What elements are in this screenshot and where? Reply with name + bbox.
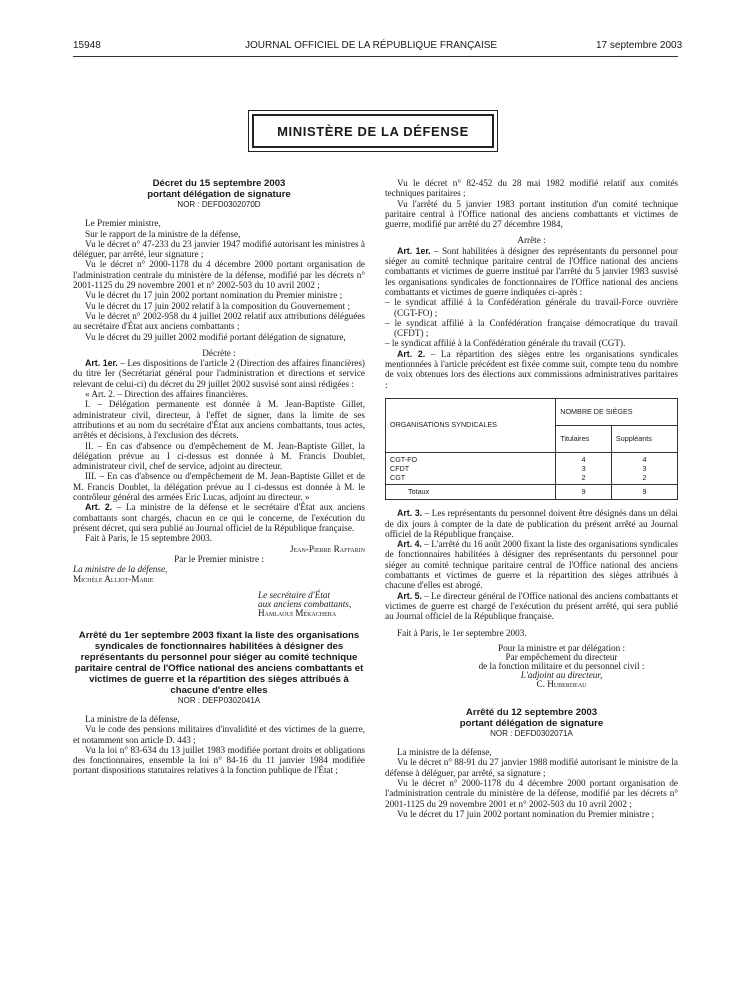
preamble-line: Vu le décret du 17 juin 2002 portant nomination du Premier ministre ; xyxy=(397,808,655,819)
union-item: – le syndicat affilié à la Confédération française démocratique du travail (CFDT) ; xyxy=(385,317,678,339)
page-number: 15948 xyxy=(73,40,101,51)
col-header-seats: NOMBRE DE SIÈGES xyxy=(556,398,678,425)
article-text: – L'arrêté du 16 août 2000 fixant la liste des organisations syndicales de fonctionnaires habilitées à désigner des représentants du personnel pour siéger au comité technique paritaire central de l'Office national des anciens combattants et victimes de guerre et la répartition des sièges attribués à chacune d'elles est abrogé. xyxy=(385,539,678,591)
decrete-heading: Décrète : xyxy=(202,347,236,358)
seats-table xyxy=(385,398,678,500)
minister-name: Michèle Alliot-Marie xyxy=(73,574,154,585)
arrete1-art4 xyxy=(385,539,678,590)
arrete1-art1 xyxy=(385,246,678,297)
col-header-organisations: ORGANISATIONS SYNDICALES xyxy=(386,398,556,452)
table-row xyxy=(386,452,678,484)
article-label: Art. 1er. xyxy=(397,245,431,256)
article-label: Art. 4. xyxy=(397,539,422,550)
org-name: CGT xyxy=(390,472,406,482)
article-text: – La répartition des sièges entre les organisations syndicales mentionnées à l'article précédent est fixée comme suit, compte tenu du nombre de voix obtenues lors des élections aux commissions administratives paritaires : xyxy=(385,348,678,390)
total-substitute: 9 xyxy=(611,484,677,499)
total-label: Totaux xyxy=(386,484,556,499)
col-header-substitute: Suppléants xyxy=(611,425,677,452)
arrete-heading: Arrête : xyxy=(517,235,546,246)
journal-title: JOURNAL OFFICIEL DE LA RÉPUBLIQUE FRANÇAISE xyxy=(245,40,498,51)
art1-item: III. – En cas d'absence ou d'empêchement de M. Jean-Baptiste Gillet et de M. Francis Doublet, la délégation prévue au I ci-dessus est donnée à M. le contrôleur général des armées Eric Lucas, adjoint au directeur. » xyxy=(73,471,365,503)
article-label: Art. 2. xyxy=(397,348,426,359)
preamble-line: Vu le décret n° 2002-958 du 4 juillet 2002 relatif aux attributions déléguées au secrétaire d'État aux anciens combattants ; xyxy=(73,310,365,332)
col-header-titular: Titulaires xyxy=(556,425,612,452)
preamble-line: Vu le décret n° 47-233 du 23 janvier 1947 modifié autorisant les ministres à déléguer, par arrêté, leur signature ; xyxy=(73,238,365,260)
by-pm: Par le Premier ministre : xyxy=(174,553,264,564)
preamble-line: La ministre de la défense, xyxy=(85,713,180,724)
arrete1-title: Arrêté du 1er septembre 2003 fixant la liste des organisations syndicales de fonctionnaires habilitées à désigner des représentants du personnel pour siéger au comité technique paritaire central de l'Office national des anciens combattants et victimes de guerre et la répartition des sièges attribués à chacune d'entre elles xyxy=(74,629,364,696)
org-name: CFDT xyxy=(390,463,410,473)
preamble-line: Vu le décret n° 2000-1178 du 4 décembre 2000 portant organisation de l'administration centrale du ministère de la défense, modifié par les décrets n° 2001-1125 du 29 novembre 2001 et n° 2002-503 du 10 avril 2002 ; xyxy=(73,259,365,291)
union-item: – le syndicat affilié à la Confédération générale du travail-Force ouvrière (CGT-FO) ; xyxy=(385,297,678,318)
sig-line: de la fonction militaire et du personnel civil : xyxy=(478,660,645,671)
sig-line: L'adjoint au directeur, xyxy=(520,669,603,680)
decree1-title: Décret du 15 septembre 2003 xyxy=(152,178,286,189)
preamble-line: Vu le décret du 17 juin 2002 portant nomination du Premier ministre ; xyxy=(85,290,343,301)
substitute-count: 4 xyxy=(642,454,647,464)
titular-count: 4 xyxy=(581,454,586,464)
right-column xyxy=(385,178,678,819)
preamble-line: Vu le décret du 29 juillet 2002 modifié portant délégation de signature, xyxy=(85,331,346,342)
art1-item: II. – En cas d'absence ou d'empêchement de M. Jean-Baptiste Gillet, la délégation prévue au I ci-dessus est donnée à M. Francis Doublet, administrateur civil, chef de service, adjoint au directeur. xyxy=(73,440,365,472)
total-titular: 9 xyxy=(556,484,612,499)
minister-title: La ministre de la défense, xyxy=(73,564,168,575)
preamble-line: Vu la loi n° 83-634 du 13 juillet 1983 modifiée portant droits et obligations des fonctionnaires, ensemble la loi n° 84-16 du 11 janvier 1984 modifiée portant dispositions statutaires relatives à la fonction publique de l'État ; xyxy=(73,744,365,776)
org-name: CGT-FO xyxy=(390,454,418,464)
union-item: – le syndicat affilié à la Confédération générale du travail (CGT). xyxy=(385,338,626,349)
preamble-line: Sur le rapport de la ministre de la défense, xyxy=(85,228,241,239)
decree1-art1 xyxy=(73,358,365,389)
article-text: – Les dispositions de l'article 2 (Direction des affaires financières) du titre Ier (Secrétariat général pour l'administration et directions et service relevant de celui-ci) du décret du 29 juillet 2002 susvisé sont ainsi rédigées : xyxy=(73,358,365,389)
article-text: – Le directeur général de l'Office national des anciens combattants et victimes de guerre est chargé de l'exécution du présent arrêté, qui sera publié au Journal officiel de la République française. xyxy=(385,590,678,622)
article-label: Art. 2. xyxy=(85,502,113,513)
sig-line: Par empêchement du directeur xyxy=(505,651,618,662)
left-column xyxy=(73,178,365,776)
article-label: Art. 3. xyxy=(397,508,423,519)
preamble-line: Vu le code des pensions militaires d'invalidité et des victimes de la guerre, et notamment son article D. 443 ; xyxy=(73,724,365,745)
preamble-line: Vu le décret n° 2000-1178 du 4 décembre 2000 portant organisation de l'administration centrale du ministère de la défense, modifié par les décrets n° 2001-1125 du 29 novembre 2001 et n° 2002-503 du 10 avril 2002 ; xyxy=(385,777,678,809)
header-rule xyxy=(73,56,678,57)
decree1-art2 xyxy=(73,502,365,533)
arrete1-art2 xyxy=(385,349,678,390)
arrete1-nor: NOR : DEFP0302041A xyxy=(177,695,261,705)
art1-item: I. – Délégation permanente est donnée à M. Jean-Baptiste Gillet, administrateur civil, directeur, à l'effet de signer, dans la limite de ses attributions et au nom du secrétaire d'État aux anciens combattants, tous actes, arrêtés et décisions, à l'exclusion des décrets. xyxy=(73,399,365,441)
titular-count: 2 xyxy=(581,472,586,482)
arrete2-subtitle: portant délégation de signature xyxy=(459,717,604,729)
arrete2-title: Arrêté du 12 septembre 2003 xyxy=(465,706,598,718)
preamble-line: Vu le décret du 17 juin 2002 relatif à la composition du Gouvernement ; xyxy=(85,300,351,311)
decree1-subtitle: portant délégation de signature xyxy=(147,189,291,200)
substitute-count: 3 xyxy=(642,463,647,473)
article-text: – Sont habilitées à désigner des représentants du personnel pour siéger au comité technique paritaire central de l'Office national des anciens combattants et victimes de guerre institué par l'arrêté du 5 janvier 1983 susvisé les organisations syndicales de fonctionnaires de l'Office national des anciens combattants et victimes de guerre indiquées ci-après : xyxy=(385,245,678,297)
total-row xyxy=(386,484,678,499)
substitute-count: 2 xyxy=(642,472,647,482)
preamble-line: Vu l'arrêté du 5 janvier 1983 portant institution d'un comité technique paritaire central à l'Office national des anciens combattants et victimes de guerre, modifié par arrêté du 27 décembre 1984, xyxy=(385,198,678,230)
decree1-nor: NOR : DEFD0302070D xyxy=(177,200,261,209)
place-date: Fait à Paris, le 15 septembre 2003. xyxy=(85,533,213,544)
ministry-heading: MINISTÈRE DE LA DÉFENSE xyxy=(252,114,494,148)
article-label: Art. 1er. xyxy=(85,358,118,369)
arrete2-nor: NOR : DEFD0302071A xyxy=(490,728,573,738)
preamble-line: La ministre de la défense, xyxy=(397,747,492,758)
secretary-title: Le secrétaire d'État xyxy=(258,589,331,600)
sig-name: C. Huberdeau xyxy=(536,678,587,689)
sig-line: Pour la ministre et par délégation : xyxy=(497,642,626,653)
art1-quote: « Art. 2. – Direction des affaires financières. xyxy=(85,389,249,400)
preamble-line: Vu le décret n° 88-91 du 27 janvier 1988 modifié autorisant le ministre de la défense à déléguer, par arrêté, sa signature ; xyxy=(385,757,678,778)
place-date: Fait à Paris, le 1er septembre 2003. xyxy=(397,627,527,638)
article-text: – Les représentants du personnel doivent être désignés dans un délai de dix jours à compter de la date de publication du présent arrêté au Journal officiel de la République française. xyxy=(385,508,678,539)
article-text: – La ministre de la défense et le secrétaire d'État aux anciens combattants sont chargés, chacun en ce qui le concerne, de l'exécution du présent décret, qui sera publié au Journal officiel de la République française. xyxy=(73,502,365,533)
secretary-name: Hamlaoui Mékachera xyxy=(258,607,337,618)
secretary-title: aux anciens combattants, xyxy=(258,598,352,609)
arrete1-art3 xyxy=(385,508,678,539)
titular-count: 3 xyxy=(581,463,586,473)
preamble-line: Le Premier ministre, xyxy=(85,218,161,229)
arrete1-art5 xyxy=(385,591,678,622)
preamble-line: Vu le décret n° 82-452 du 28 mai 1982 modifié relatif aux comités techniques paritaires ; xyxy=(385,178,678,199)
article-label: Art. 5. xyxy=(397,590,422,601)
issue-date: 17 septembre 2003 xyxy=(596,40,683,51)
signer-name: Jean-Pierre Raffarin xyxy=(289,543,365,554)
